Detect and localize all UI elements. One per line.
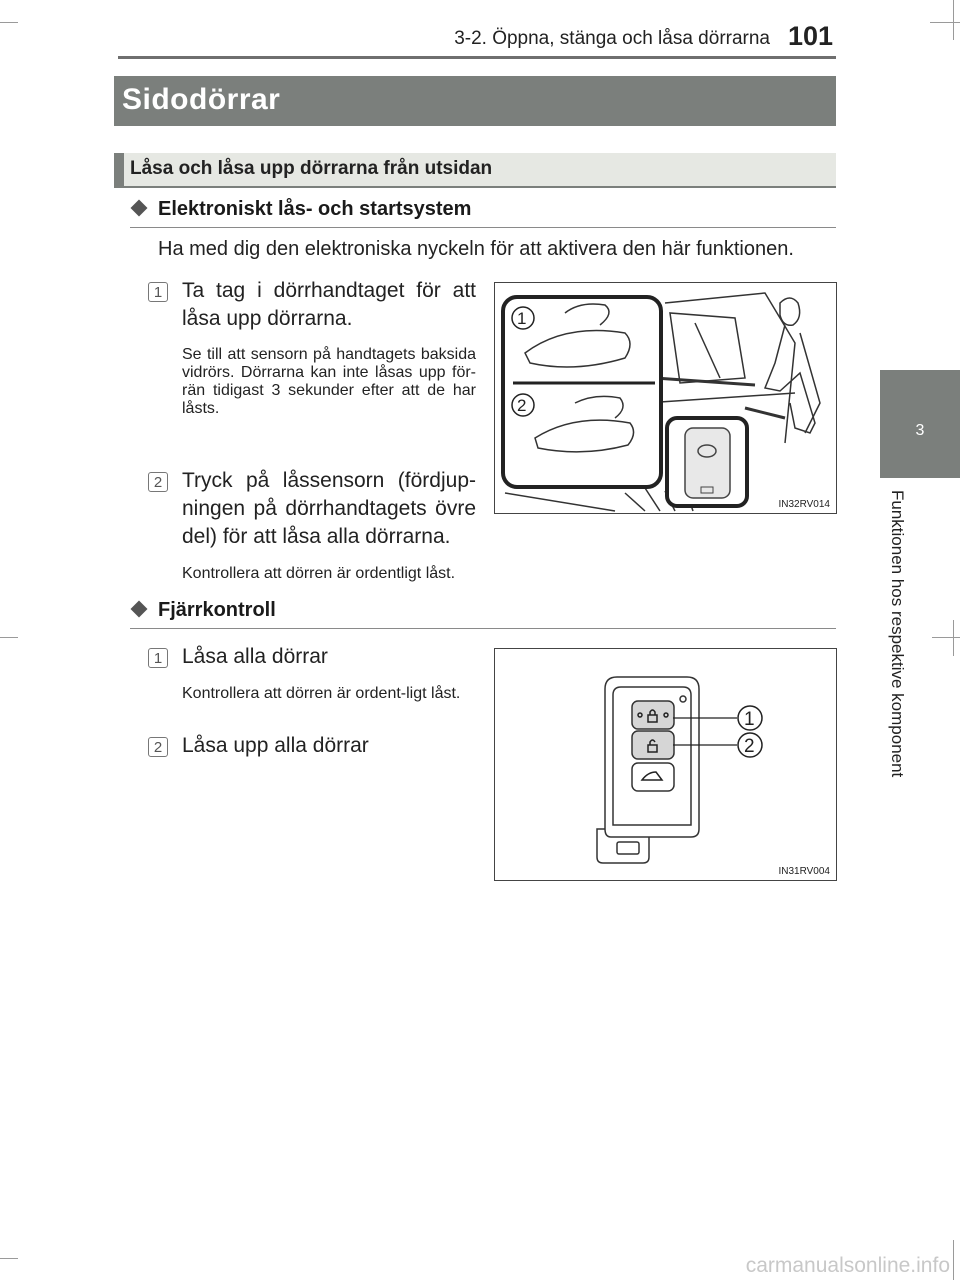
chapter-tab-number: 3	[915, 422, 925, 439]
door-handle-illustration	[495, 283, 836, 513]
diamond-bullet-icon	[131, 200, 148, 217]
section-title: Sidodörrar	[122, 83, 281, 116]
step-number: 1	[148, 648, 168, 668]
crop-mark	[0, 1258, 18, 1259]
crop-mark	[930, 22, 960, 23]
header-rule	[118, 56, 836, 59]
figure-callout: 2	[744, 736, 755, 757]
electronic-heading: Elektroniskt lås- och startsystem	[158, 198, 472, 220]
subsection-bar	[114, 153, 836, 187]
crop-mark	[953, 620, 954, 656]
diamond-bullet-icon	[131, 601, 148, 618]
heading-rule	[130, 227, 836, 228]
figure-code: IN32RV014	[778, 499, 830, 510]
step-text: Tryck på låssensorn (fördjup-ningen på dörrhandtagets övre del) för att låsa alla dörrarna.	[182, 469, 476, 548]
door-handle-figure	[494, 282, 837, 514]
electronic-intro: Ha med dig den elektroniska nyckeln för att aktivera den här funktionen.	[158, 238, 794, 260]
step-number: 1	[148, 282, 168, 302]
section-banner	[114, 76, 836, 126]
watermark: carmanualsonline.info	[745, 1254, 950, 1277]
figure-callout: 1	[744, 709, 755, 730]
crop-mark	[932, 637, 960, 638]
step-number: 2	[148, 737, 168, 757]
subsection-title: Låsa och låsa upp dörrarna från utsidan	[130, 158, 493, 179]
page-number: 101	[788, 21, 834, 51]
step-text: Låsa upp alla dörrar	[182, 734, 369, 757]
step-text: Ta tag i dörrhandtaget för att låsa upp dörrarna.	[182, 279, 476, 330]
remote-key-illustration	[495, 649, 836, 880]
crop-mark	[0, 22, 18, 23]
remote-heading: Fjärrkontroll	[158, 599, 276, 621]
figure-code: IN31RV004	[778, 866, 830, 877]
chapter-title: 3-2. Öppna, stänga och låsa dörrarna	[454, 28, 770, 49]
chapter-name: Funktionen hos respektive komponent	[888, 490, 907, 778]
crop-mark	[953, 0, 954, 40]
crop-mark	[0, 637, 18, 638]
figure-callout: 2	[517, 396, 527, 415]
subsection-rule	[114, 186, 836, 188]
step-text: Låsa alla dörrar	[182, 645, 328, 668]
remote-key-figure	[494, 648, 837, 881]
step-note: Se till att sensorn på handtagets baksida vidrörs. Dörrarna kan inte låsas upp för-rän tidigast 3 sekunder efter att de har låsts.	[182, 346, 476, 417]
step-note: Kontrollera att dörren är ordentligt låst.	[182, 565, 456, 582]
step-number: 2	[148, 472, 168, 492]
chapter-tab-label	[877, 490, 917, 830]
figure-callout: 1	[517, 309, 527, 328]
chapter-tab	[880, 370, 960, 478]
heading-rule	[130, 628, 836, 629]
crop-mark	[953, 1240, 954, 1280]
step-note: Kontrollera att dörren är ordent-ligt låst.	[182, 685, 461, 702]
